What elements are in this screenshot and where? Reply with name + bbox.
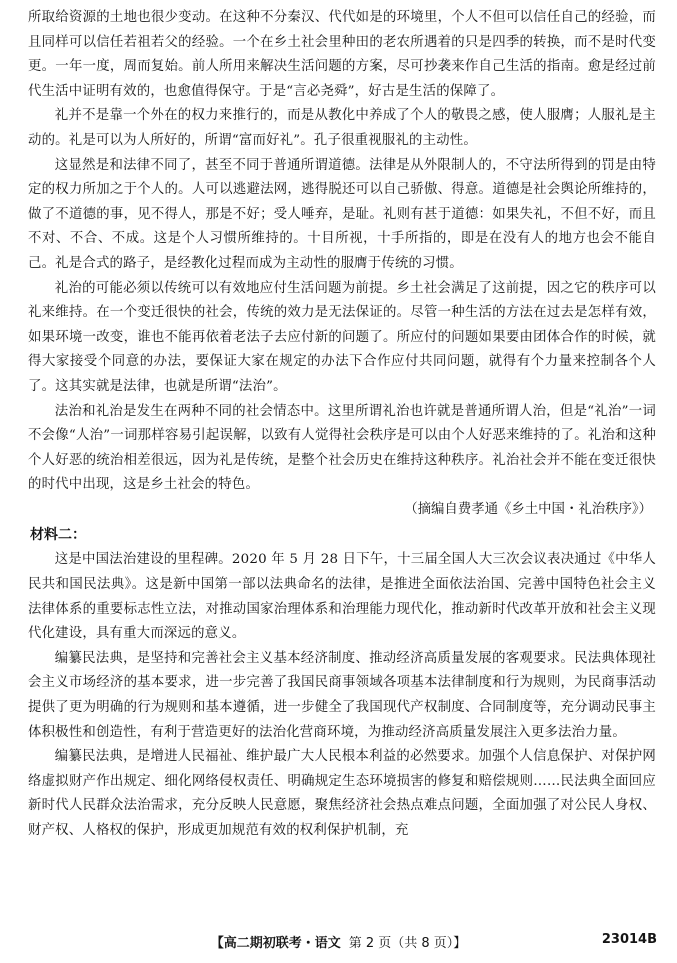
material-one-body (28, 6, 656, 498)
source-citation: （摘编自费孝通《乡土中国・礼治秩序》） (404, 501, 652, 517)
footer-code: 23014B (601, 932, 657, 947)
footer-page-number: 第 2 页（共 8 页）】 (348, 936, 467, 951)
material-two-body (28, 548, 656, 843)
section-title-material-two: 材料二： (30, 527, 86, 544)
page-footer (0, 930, 677, 954)
paragraph: 这是中国法治建设的里程碑。2020 年 5 月 28 日下午，十三届全国人大三次会议表决通过《中华人民共和国民法典》。这是新中国第一部以法典命名的法律，是推进全面依法治国、完善中国特色社会主义法律体系的重要标志性立法，对推动国家治理体系和治理能力现代化，推动新时代改革开放和社会主义现代化建设，具有重大而深远的意义。 (28, 552, 656, 642)
paragraph: 编纂民法典，是坚持和完善社会主义基本经济制度、推动经济高质量发展的客观要求。民法典体现社会主义市场经济的基本要求，进一步完善了我国民商事领域各项基本法律制度和行为规则，为民商事活动提供了更为明确的行为规则和基本遵循，进一步健全了我国现代产权制度、合同制度等，充分调动民事主体积极性和创造性，有利于营造更好的法治化营商环境，为推动经济高质量发展注入更多法治力量。 (28, 650, 656, 740)
paragraph: 法治和礼治是发生在两种不同的社会情态中。这里所谓礼治也许就是普通所谓人治，但是“礼治”一词不会像“人治”一词那样容易引起误解，以致有人觉得社会秩序是可以由个人好恶来维持的了。礼治和这种个人好恶的统治相差很远，因为礼是传统，是整个社会历史在维持这种秩序。礼治社会并不能在变迁很快的时代中出现，这是乡土社会的特色。 (28, 403, 656, 493)
footer-exam-title: 【高二期初联考・语文 (210, 936, 341, 951)
document-page (28, 6, 656, 844)
paragraph: 礼治的可能必须以传统可以有效地应付生活问题为前提。乡土社会满足了这前提，因之它的秩序可以礼来维持。在一个变迁很快的社会，传统的效力是无法保证的。尽管一种生活的方法在过去是怎样有效，如果环境一改变，谁也不能再依着老法子去应付新的问题了。所应付的问题如果要由团体合作的时候，就得大家接受个同意的办法，要保证大家在规定的办法下合作应付共同问题，就得有个力量来控制各个人了。这其实就是法律，也就是所谓“法治”。 (28, 280, 656, 394)
paragraph: 这显然是和法律不同了，甚至不同于普通所谓道德。法律是从外限制人的，不守法所得到的罚是由特定的权力所加之于个人的。人可以逃避法网，逃得脱还可以自己骄傲、得意。道德是社会舆论所维持的，做了不道德的事，见不得人，那是不好；受人唾弃，是耻。礼则有甚于道德：如果失礼，不但不好，而且不对、不合、不成。这是个人习惯所维持的。十目所视，十手所指的，即是在没有人的地方也会不能自己。礼是合式的路子，是经教化过程而成为主动性的服膺于传统的习惯。 (28, 157, 656, 271)
paragraph: 所取给资源的土地也很少变动。在这种不分秦汉、代代如是的环境里，个人不但可以信任自己的经验，而且同样可以信任若祖若父的经验。一个在乡土社会里种田的老农所遇着的只是四季的转换，而不是时代变更。一年一度，周而复始。前人所用来解决生活问题的方案，尽可抄袭来作自己生活的指南。愈是经过前代生活中证明有效的，也愈值得保守。于是“言必尧舜”，好古是生活的保障了。 (28, 10, 656, 99)
paragraph: 编纂民法典，是增进人民福祉、维护最广大人民根本利益的必然要求。加强个人信息保护、对保护网络虚拟财产作出规定、细化网络侵权责任、明确规定生态环境损害的修复和赔偿规则……民法典全面回应新时代人民群众法治需求，充分反映人民意愿，聚焦经济社会热点难点问题，全面加强了对公民人身权、财产权、人格权的保护，形成更加规范有效的权利保护机制，充 (28, 749, 656, 838)
paragraph: 礼并不是靠一个外在的权力来推行的，而是从教化中养成了个人的敬畏之感，使人服膺；人服礼是主动的。礼是可以为人所好的，所谓“富而好礼”。孔子很重视服礼的主动性。 (28, 108, 656, 148)
footer-exam-info (0, 932, 677, 951)
